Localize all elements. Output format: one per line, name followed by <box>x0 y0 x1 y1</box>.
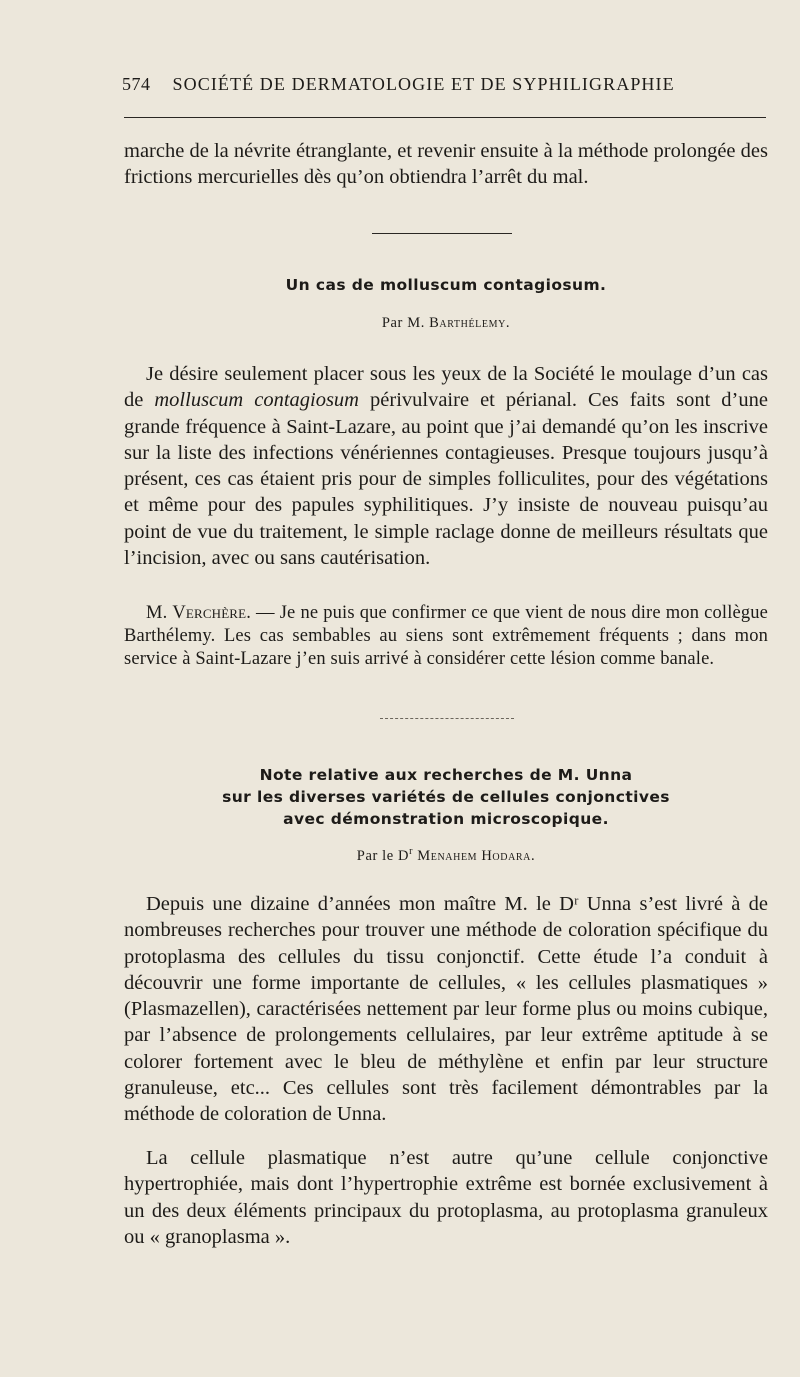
intro-paragraph: marche de la névrite étranglante, et revenir ensuite à la méthode prolongée des frictions mercurielles dès qu’on obtiendra l’arrêt du mal. <box>124 140 768 189</box>
reply-text: — Je ne puis que confirmer ce que vient de nous dire mon collègue Barthélemy. Les cas sembables au siens sont extrêmement fréquents ; dans mon service à Saint-Lazare j’en suis arrivé à considérer cette lésion comme banale. <box>124 603 769 670</box>
article1-byline-prefix: Par M. <box>381 315 430 331</box>
reply-speaker-prefix: M. <box>146 603 173 623</box>
header-rule <box>124 117 766 118</box>
article2-byline-sup: r <box>409 846 414 857</box>
article2-paragraph1-text: Depuis une dizaine d’années mon maître M. le Dʳ Unna s’est livré à de nombreuses recherches pour trouver une méthode de coloration spécifique du protoplasma des cellules du tissu conjonctif. Cette étude l’a conduit à découvrir une forme importante de cellules, « les cellules plasmatiques » (Plasmazellen), caractérisées nettement par leur forme plus ou moins cubique, par l’absence de prolongements cellulaires, par leur extrême aptitude à se colorer fortement avec le bleu de méthylène et enfin par leur structure granuleuse, etc... Ces cellules sont très facilement démontrables par la méthode de coloration de Unna. <box>124 893 768 1126</box>
article1-text-after: périvulvaire et périanal. Ces faits sont d’une grande fréquence à Saint-Lazare, au point que j’ai demandé qu’on les inscrive sur la liste des infections vénériennes contagieuses. Presque toujours jusqu’à présent, ces cas étaient pris pour de simples folliculites, pour des végétations et même pour des papules syphilitiques. J’y insiste de nouveau puisqu’au point de vue du traitement, le simple raclage donne de meilleurs résultats que l’incision, avec ou sans cautérisation. <box>124 389 768 570</box>
running-title: SOCIÉTÉ DE DERMATOLOGIE ET DE SYPHILIGRAPHIE <box>172 74 675 94</box>
article1-text-before: Je désire seulement placer sous les yeux de la Société le moulage d’un cas de <box>124 363 768 412</box>
section-divider <box>372 233 512 234</box>
section-divider-dashed <box>380 718 514 719</box>
article1-byline <box>124 315 768 332</box>
article2-byline-prefix: Par le D <box>356 847 410 864</box>
article1-paragraph <box>124 361 768 571</box>
article2-paragraph2 <box>124 1145 768 1250</box>
article2-title-line3: avec démonstration microscopique. <box>283 810 609 828</box>
running-header <box>122 74 768 95</box>
article1-title: Un cas de molluscum contagiosum. <box>285 276 607 294</box>
article2-paragraph2-text: La cellule plasmatique n’est autre qu’une cellule conjonctive hypertrophiée, mais dont l’hypertrophie extrême est bornée exclusivement à un des deux éléments principaux du protoplasma, au protoplasma granuleux ou « granoplasma ». <box>124 1147 768 1248</box>
article2-title-line2: sur les diverses variétés de cellules conjonctives <box>222 788 670 806</box>
reply-speaker: Verchère. <box>172 603 251 623</box>
article2-paragraph1 <box>124 891 768 1128</box>
page-number: 574 <box>122 74 151 94</box>
article2-author: Menahem Hodara. <box>413 847 536 864</box>
article1-italic-term: molluscum contagiosum <box>154 389 359 412</box>
article2-byline <box>124 846 768 865</box>
reply-paragraph <box>124 602 768 672</box>
article1-author: Barthélemy. <box>429 315 511 331</box>
article2-title-line1: Note relative aux recherches de M. Unna <box>259 766 633 784</box>
